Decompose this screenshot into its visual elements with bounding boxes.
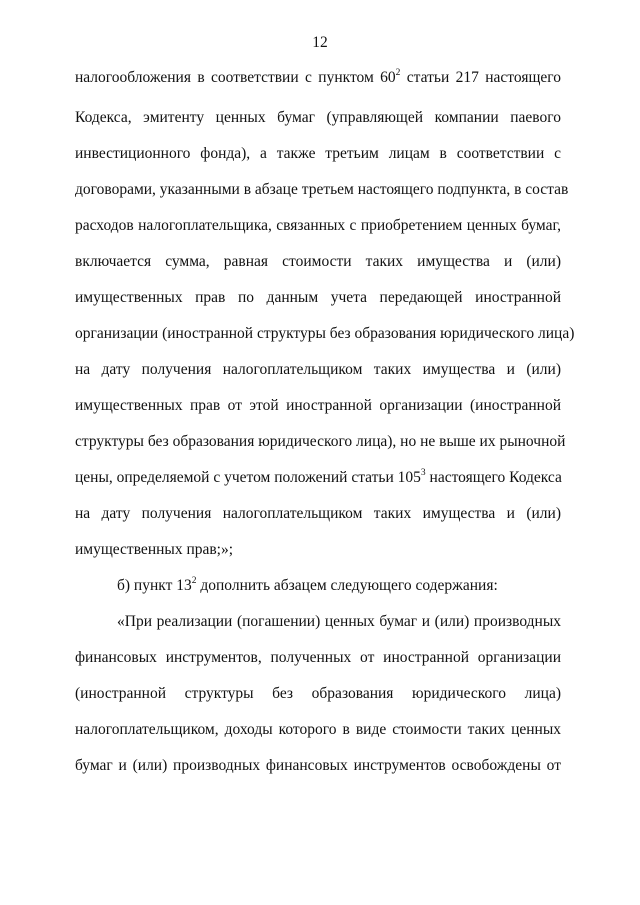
text-line: имущественных прав от этой иностранной организации (иностранной [75,397,561,414]
text-line: договорами, указанными в абзаце третьем настоящего подпункта, в состав [75,181,569,198]
text-line: налогоплательщиком, доходы которого в виде стоимости таких ценных [75,721,561,738]
text-line: б) пункт $13^2$ дополнить абзацем следующего содержания: [117,575,498,594]
text-line: бумаг и (или) производных финансовых инструментов освобождены от [75,757,561,774]
text-line: (иностранной структуры без образования юридического лица) [75,685,561,702]
text-line: финансовых инструментов, полученных от иностранной организации [75,649,561,666]
text-line: имущественных прав;»; [75,541,234,558]
text-line: цены, определяемой с учетом положений статьи $105^3$ настоящего Кодекса [75,467,562,486]
text-line: «При реализации (погашении) ценных бумаг и (или) производных [117,613,561,630]
page-number: 12 [312,34,328,51]
text-line: Кодекса, эмитенту ценных бумаг (управляющей компании паевого [75,109,561,126]
text-line: налогообложения в соответствии с пунктом $60^2$ статьи 217 настоящего [75,67,562,86]
text-line: включается сумма, равная стоимости таких имущества и (или) [75,253,561,270]
text-line: на дату получения налогоплательщиком таких имущества и (или) [75,361,561,378]
text-line: на дату получения налогоплательщиком таких имущества и (или) [75,505,561,522]
text-line: имущественных прав по данным учета передающей иностранной [75,289,561,306]
text-line: структуры без образования юридического лица), но не выше их рыночной [75,433,566,450]
text-line: расходов налогоплательщика, связанных с приобретением ценных бумаг, [75,217,561,234]
text-line: организации (иностранной структуры без образования юридического лица) [75,325,575,342]
text-line: инвестиционного фонда), а также третьим лицам в соответствии с [75,145,561,162]
